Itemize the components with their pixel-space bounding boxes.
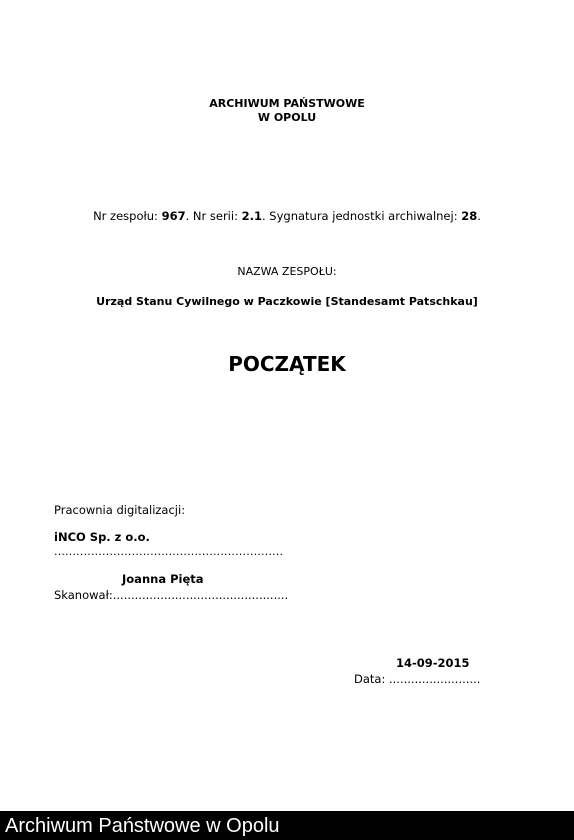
archive-title-line1: ARCHIWUM PAŃSTWOWE [209,97,365,110]
date-value: 14-09-2015 [396,656,470,670]
signature-end: . [477,209,481,223]
fond-name-label: NAZWA ZESPOŁU: [237,265,337,278]
unit-signature-value: 28 [461,209,478,223]
archive-title-line2: W OPOLU [257,111,317,124]
archive-title [0,97,574,125]
signature-line [0,209,574,223]
date-label: Data: ......................... [354,672,481,686]
scanner-name: Joanna Pięta [122,572,204,586]
fond-number-label: Nr zespołu: [93,209,162,223]
page-heading: POCZĄTEK [228,352,346,376]
digitization-lab-label: Pracownia digitalizacji: [54,503,186,517]
fond-number-value: 967 [161,209,186,223]
footer-bar [0,811,574,840]
footer-text: Archiwum Państwowe w Opolu [5,815,280,837]
series-number-value: 2.1 [241,209,262,223]
scanner-label: Skanował:................................................ [54,588,289,602]
digitization-company: iNCO Sp. z o.o. [54,530,150,544]
company-dotted-line: .............................................................. [54,545,284,558]
fond-name: Urząd Stanu Cywilnego w Paczkowie [Standesamt Patschkau] [96,295,478,308]
unit-signature-label: . Sygnatura jednostki archiwalnej: [261,209,462,223]
series-number-label: . Nr serii: [185,209,242,223]
